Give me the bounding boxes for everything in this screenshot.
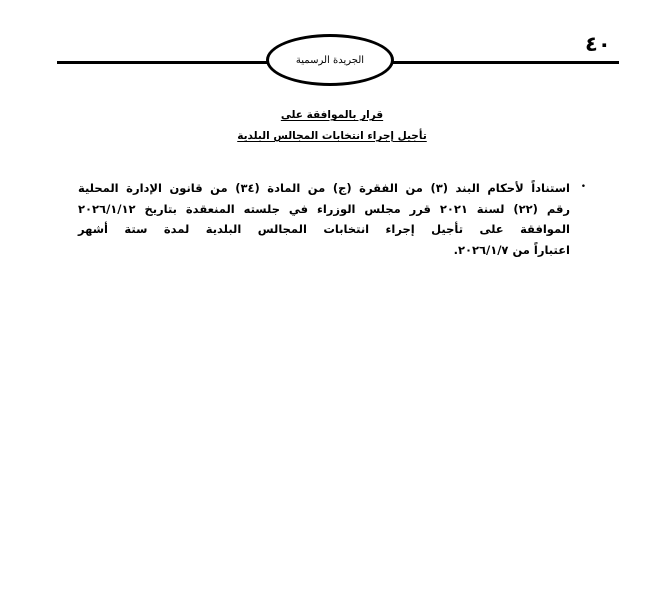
- body-line-1: استناداً لأحكام البند (٣) من الفقرة (ج) من المادة (٣٤) من قانون الإدارة المحلية: [78, 181, 570, 195]
- decision-body: [78, 178, 586, 260]
- decision-title-line-2: تأجيل إجراء انتخابات المجالس البلدية: [237, 130, 427, 142]
- bullet-icon: •: [580, 182, 586, 192]
- body-line-4: اعتباراً من ٢٠٢٦/١/٧.: [453, 242, 570, 257]
- decision-title: [0, 109, 664, 121]
- decision-title-line-1: قرار بالموافقة على: [280, 109, 384, 121]
- body-line-2: رقم (٢٢) لسنة ٢٠٢١ قرر مجلس الوزراء في جلسته المنعقدة بتاريخ ٢٠٢٦/١/١٢: [78, 201, 570, 216]
- page-number: ٤٠: [585, 32, 611, 56]
- decision-subtitle: [0, 130, 664, 142]
- body-line-3: الموافقة على تأجيل إجراء انتخابات المجالس البلدية لمدة ستة أشهر: [78, 222, 570, 236]
- journal-name: الجريدة الرسمية: [295, 54, 365, 66]
- decision-body-text: [78, 178, 570, 260]
- journal-name-oval: [266, 34, 394, 86]
